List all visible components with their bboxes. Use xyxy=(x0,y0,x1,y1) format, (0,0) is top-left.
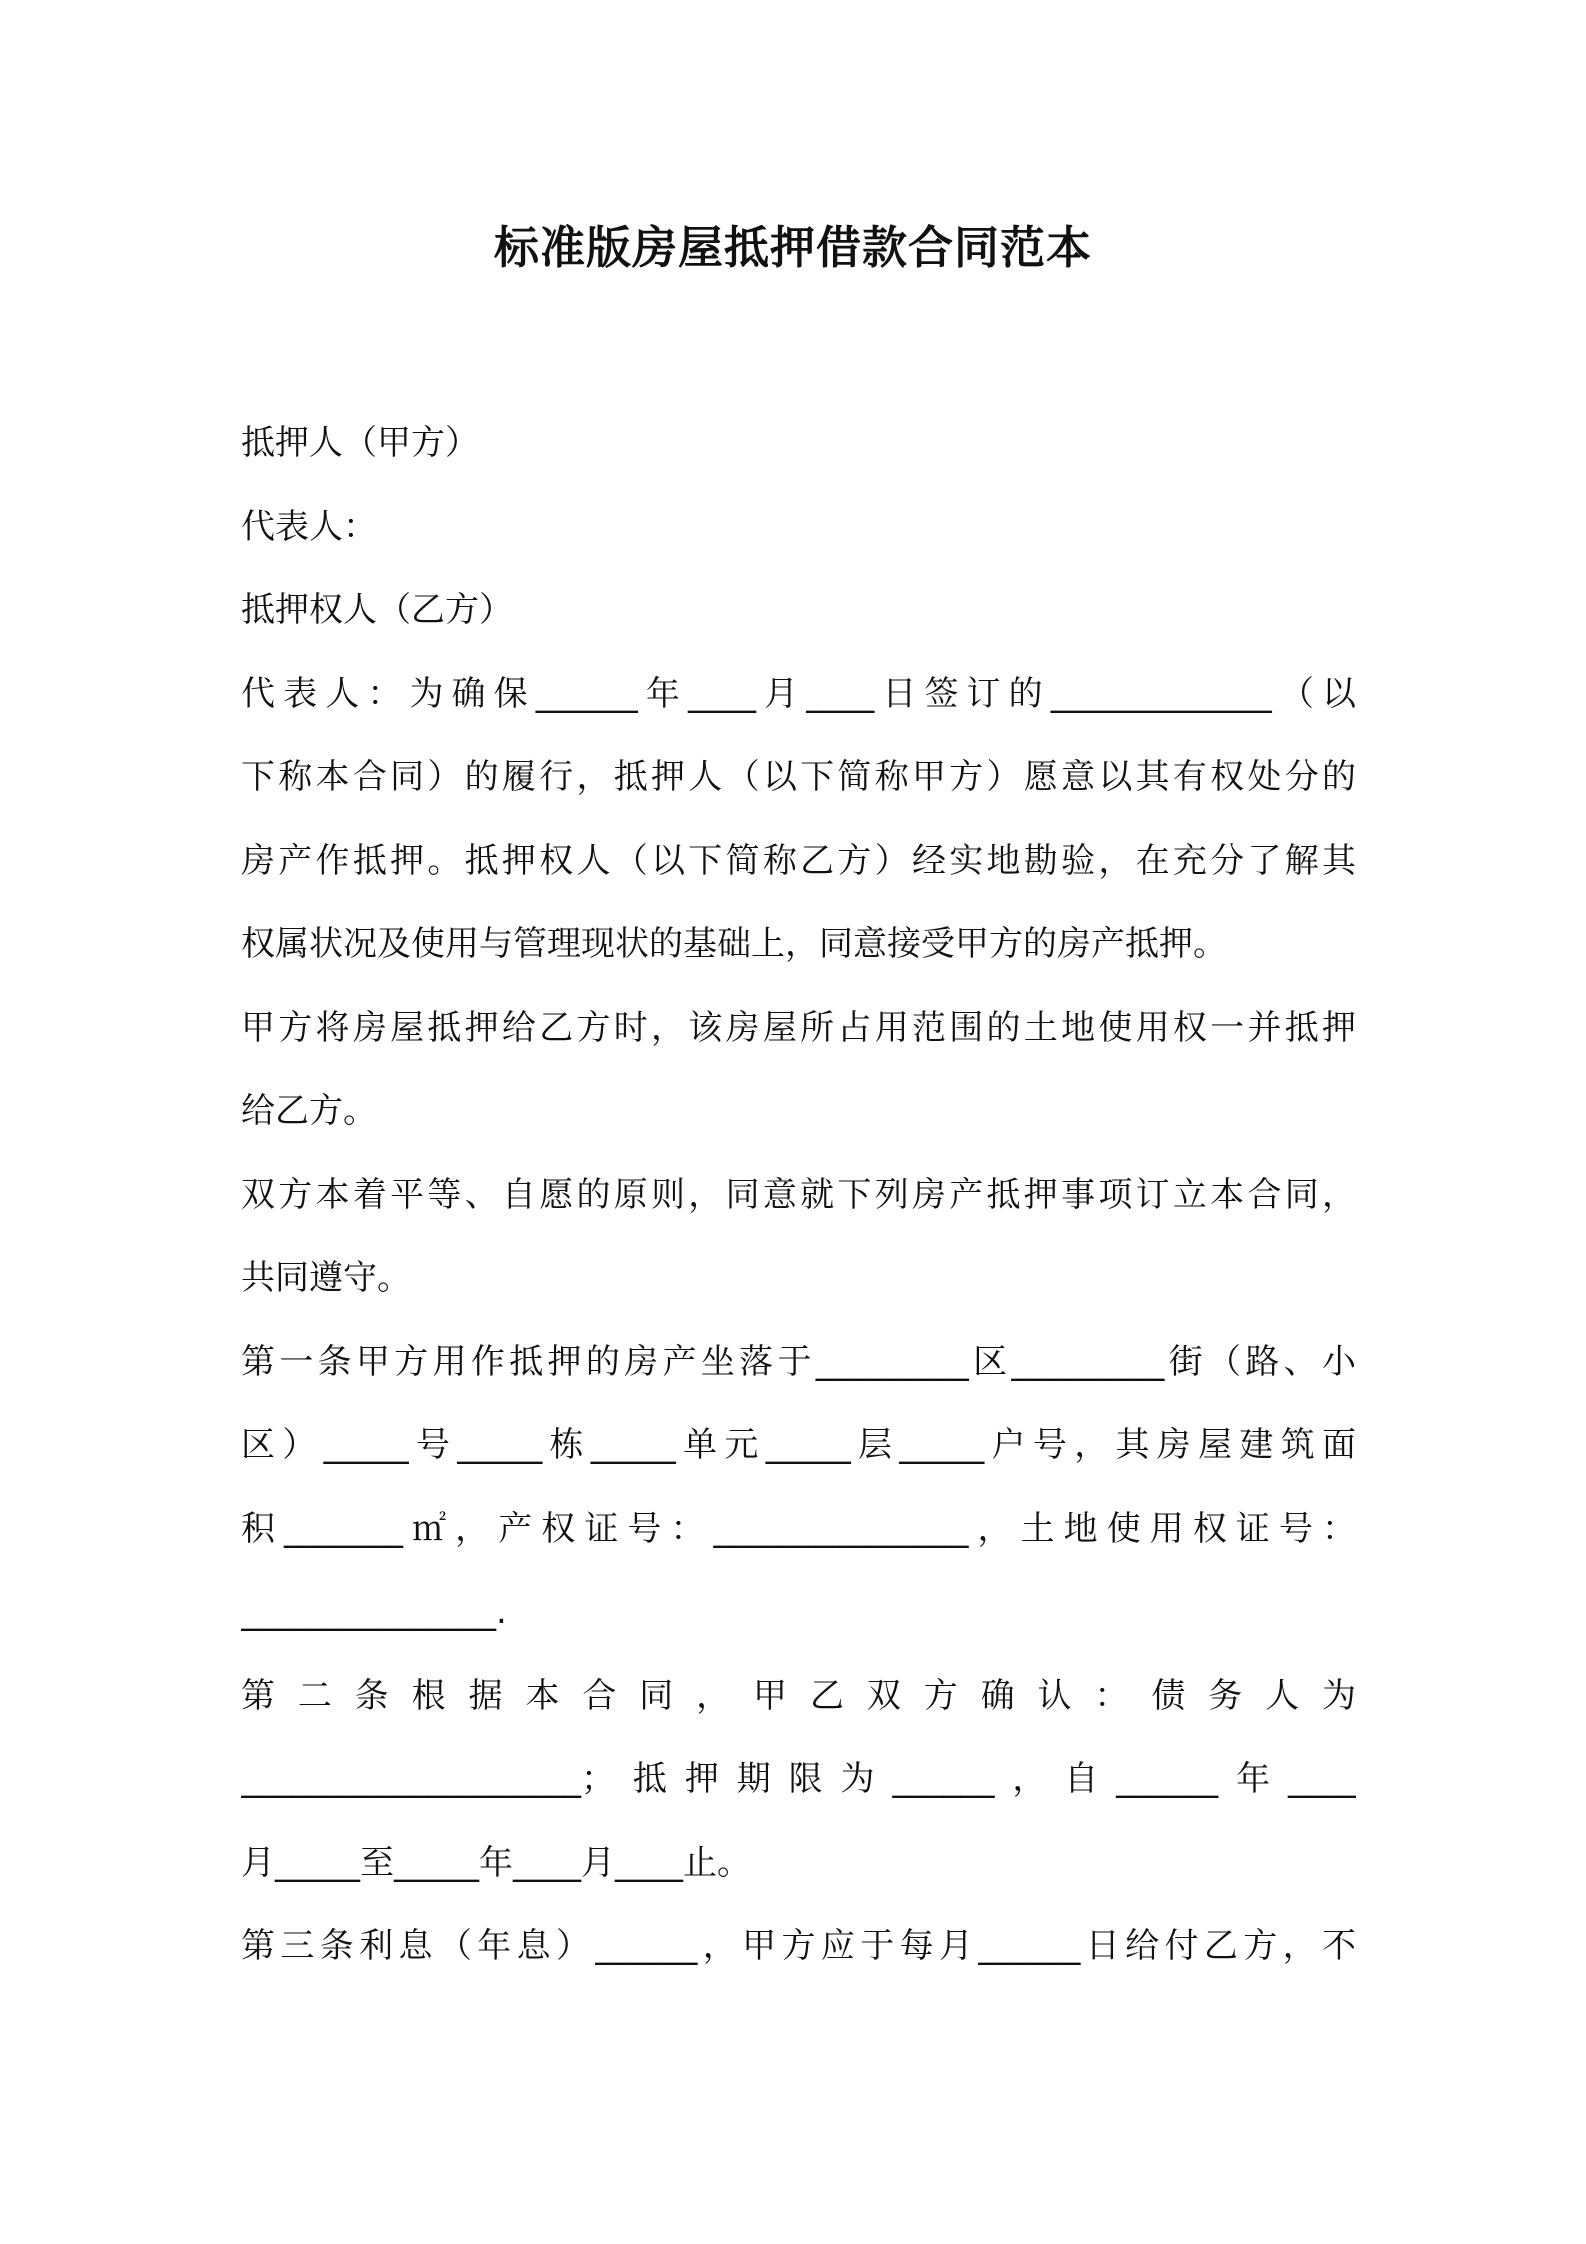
text-line: 给乙方。 xyxy=(241,1091,377,1131)
text-line: 代表人：为确保______年____月____日签订的_____________（以 xyxy=(241,673,1356,714)
text-line: 月_____至_____年____月____止。 xyxy=(241,1842,751,1883)
text-line: 共同遵守。 xyxy=(241,1258,411,1298)
text-line: 第三条利息（年息）______，甲方应于每月______日给付乙方，不 xyxy=(241,1926,1356,1966)
text-line: 抵押人（甲方） xyxy=(241,423,479,463)
text-line: 第 二 条 根 据 本 合 同 ， 甲 乙 双 方 确 认 ： 债 务 人 为 xyxy=(241,1675,1356,1716)
text-line: 积_______㎡，产权证号：_______________，土地使用权证号： xyxy=(241,1508,1356,1549)
text-line: 双方本着平等、自愿的原则，同意就下列房产抵押事项订立本合同， xyxy=(241,1174,1356,1215)
document-body xyxy=(241,402,1356,1989)
text-line: 房产作抵押。抵押权人（以下简称乙方）经实地勘验，在充分了解其 xyxy=(241,840,1356,881)
text-line: 甲方将房屋抵押给乙方时，该房屋所占用范围的土地使用权一并抵押 xyxy=(241,1007,1356,1048)
document-title: 标准版房屋抵押借款合同范本 xyxy=(493,221,1092,274)
text-line: 区）_____号_____栋_____单元_____层_____户号，其房屋建筑面 xyxy=(241,1425,1356,1465)
text-line: 抵押权人（乙方） xyxy=(241,590,513,630)
text-line: _______________. xyxy=(241,1592,507,1632)
text-line: 权属状况及使用与管理现状的基础上，同意接受甲方的房产抵押。 xyxy=(241,924,1227,964)
text-line: ____________________；抵押期限为______，自______年____ xyxy=(241,1759,1356,1799)
text-line: 第一条甲方用作抵押的房产坐落于_________区_________街（路、小 xyxy=(241,1341,1356,1382)
text-line: 下称本合同）的履行，抵押人（以下简称甲方）愿意以其有权处分的 xyxy=(241,757,1356,797)
text-line: 代表人： xyxy=(241,506,377,547)
